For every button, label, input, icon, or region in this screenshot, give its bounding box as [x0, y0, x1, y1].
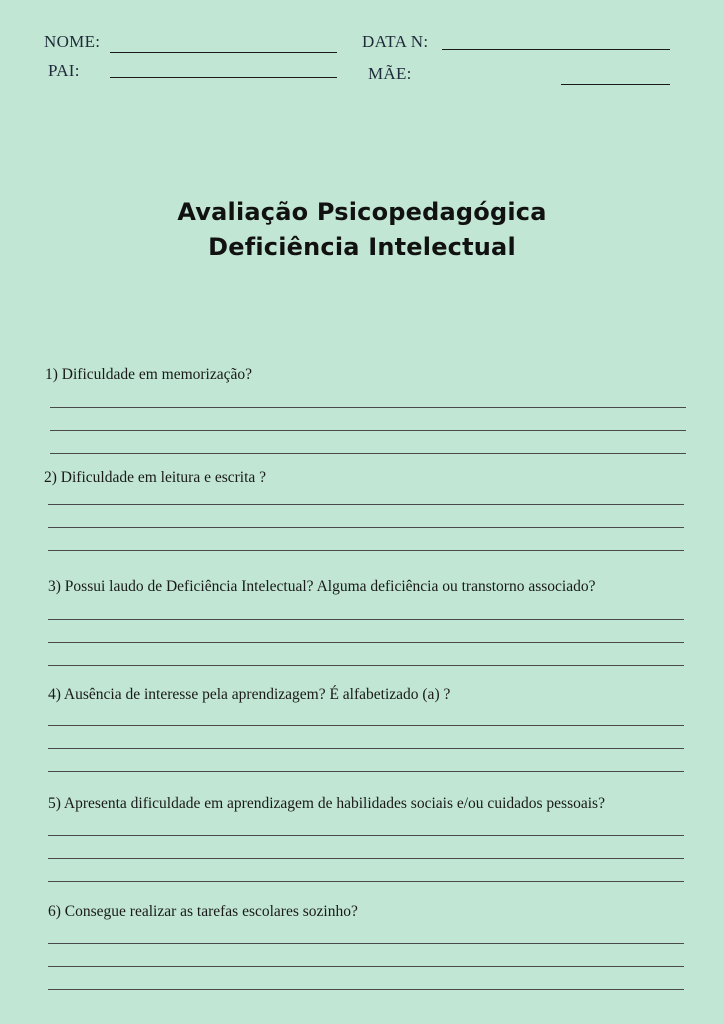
answer-line[interactable] [48, 550, 684, 551]
answer-line[interactable] [48, 725, 684, 726]
answer-line[interactable] [48, 642, 684, 643]
nome-field[interactable] [110, 52, 337, 53]
answer-line[interactable] [48, 943, 684, 944]
document-title-line2: Deficiência Intelectual [208, 233, 516, 261]
mae-field[interactable] [561, 84, 670, 85]
answer-line[interactable] [48, 881, 684, 882]
answer-line[interactable] [48, 966, 684, 967]
answer-line[interactable] [48, 527, 684, 528]
answer-line[interactable] [50, 407, 686, 408]
answer-line[interactable] [48, 619, 684, 620]
data-nascimento-field[interactable] [442, 49, 670, 50]
answer-line[interactable] [48, 748, 684, 749]
question-6: 6) Consegue realizar as tarefas escolares sozinho? [48, 903, 358, 920]
answer-line[interactable] [48, 504, 684, 505]
answer-line[interactable] [50, 430, 686, 431]
question-3: 3) Possui laudo de Deficiência Intelectual? Alguma deficiência ou transtorno associado? [48, 578, 596, 595]
pai-field[interactable] [110, 77, 337, 78]
answer-line[interactable] [48, 771, 684, 772]
pai-label: PAI: [48, 61, 80, 80]
answer-line[interactable] [48, 665, 684, 666]
answer-line[interactable] [48, 989, 684, 990]
question-4: 4) Ausência de interesse pela aprendizagem? É alfabetizado (a) ? [48, 686, 451, 703]
question-1: 1) Dificuldade em memorização? [45, 366, 252, 383]
nome-label: NOME: [44, 32, 101, 51]
data-nascimento-label: DATA N: [362, 32, 429, 51]
mae-label: MÃE: [368, 64, 412, 83]
question-5: 5) Apresenta dificuldade em aprendizagem de habilidades sociais e/ou cuidados pessoais? [48, 795, 605, 812]
answer-line[interactable] [50, 453, 686, 454]
document-title-line1: Avaliação Psicopedagógica [177, 198, 547, 226]
answer-line[interactable] [48, 835, 684, 836]
answer-line[interactable] [48, 858, 684, 859]
question-2: 2) Dificuldade em leitura e escrita ? [44, 469, 267, 486]
